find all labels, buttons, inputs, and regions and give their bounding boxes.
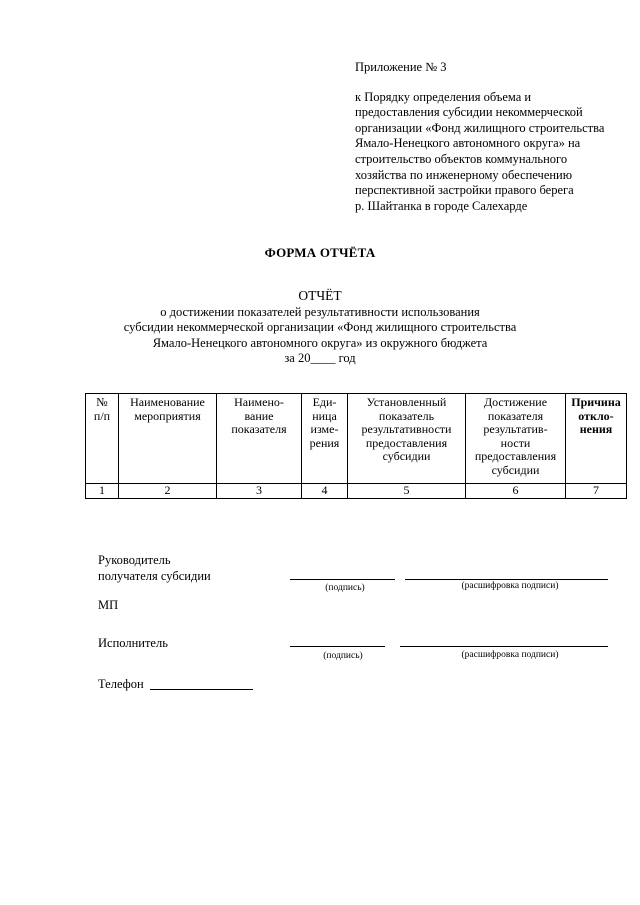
column-number: 6 [466,484,566,499]
form-title: ФОРМА ОТЧЁТА [264,245,376,260]
column-number: 4 [302,484,348,499]
column-number: 5 [348,484,466,499]
header-event-name: Наименование мероприятия [119,394,217,484]
report-subtitle-line: о достижении показателей результативности использования [160,304,480,319]
report-subtitle-line: Ямало-Ненецкого автономного округа» из окружного бюджета [152,335,488,350]
appendix-line: перспективной застройки правого берега [355,183,574,198]
header-number: № п/п [86,394,119,484]
header-achievement: Достижение показателя результатив- ности предоставления субсидии [466,394,566,484]
table-number-row [86,484,627,499]
podpis-caption: (подпись) [325,583,365,593]
executor-label: Исполнитель [98,636,168,650]
appendix-block [355,60,625,214]
head-label: Руководитель получателя субсидии [98,553,211,583]
phone-line [150,689,253,690]
rasshifrovka-caption: (расшифровка подписи) [461,581,559,591]
appendix-line: хозяйства по инженерному обеспечению [355,167,573,182]
report-title: ОТЧЁТ [298,288,342,303]
appendix-title: Приложение № 3 [355,60,447,74]
appendix-line: Ямало-Ненецкого автономного округа» на [355,136,581,151]
header-indicator-name: Наимено- вание показателя [217,394,302,484]
appendix-line: предоставления субсидии некоммерческой [355,105,583,120]
appendix-line: строительство объектов коммунального [355,151,568,166]
report-subtitle-line: субсидии некоммерческой организации «Фонд жилищного строительства [123,320,517,334]
header-set-indicator: Установленный показатель результативности предоставления субсидии [348,394,466,484]
appendix-line: р. Шайтанка в городе Салехарде [355,198,528,213]
head-name-line [405,579,608,580]
mp-label: МП [98,598,119,612]
head-signature-line [290,579,395,580]
column-number: 7 [566,484,627,499]
rasshifrovka-caption: (расшифровка подписи) [461,650,559,660]
report-year-line: за 20____ год [284,351,356,365]
column-number: 3 [217,484,302,499]
report-heading [0,288,640,367]
executor-signature-line [290,646,385,647]
column-number: 2 [119,484,217,499]
executor-name-line [400,646,608,647]
table-header-row [86,394,627,484]
podpis-caption: (подпись) [323,651,363,661]
report-table [85,393,627,499]
phone-label: Телефон [98,677,144,691]
appendix-line: к Порядку определения объема и [355,89,532,104]
header-deviation-reason: Причина откло- нения [566,394,627,484]
header-unit: Еди- ница изме- рения [302,394,348,484]
appendix-line: организации «Фонд жилищного строительства [355,120,605,135]
column-number: 1 [86,484,119,499]
